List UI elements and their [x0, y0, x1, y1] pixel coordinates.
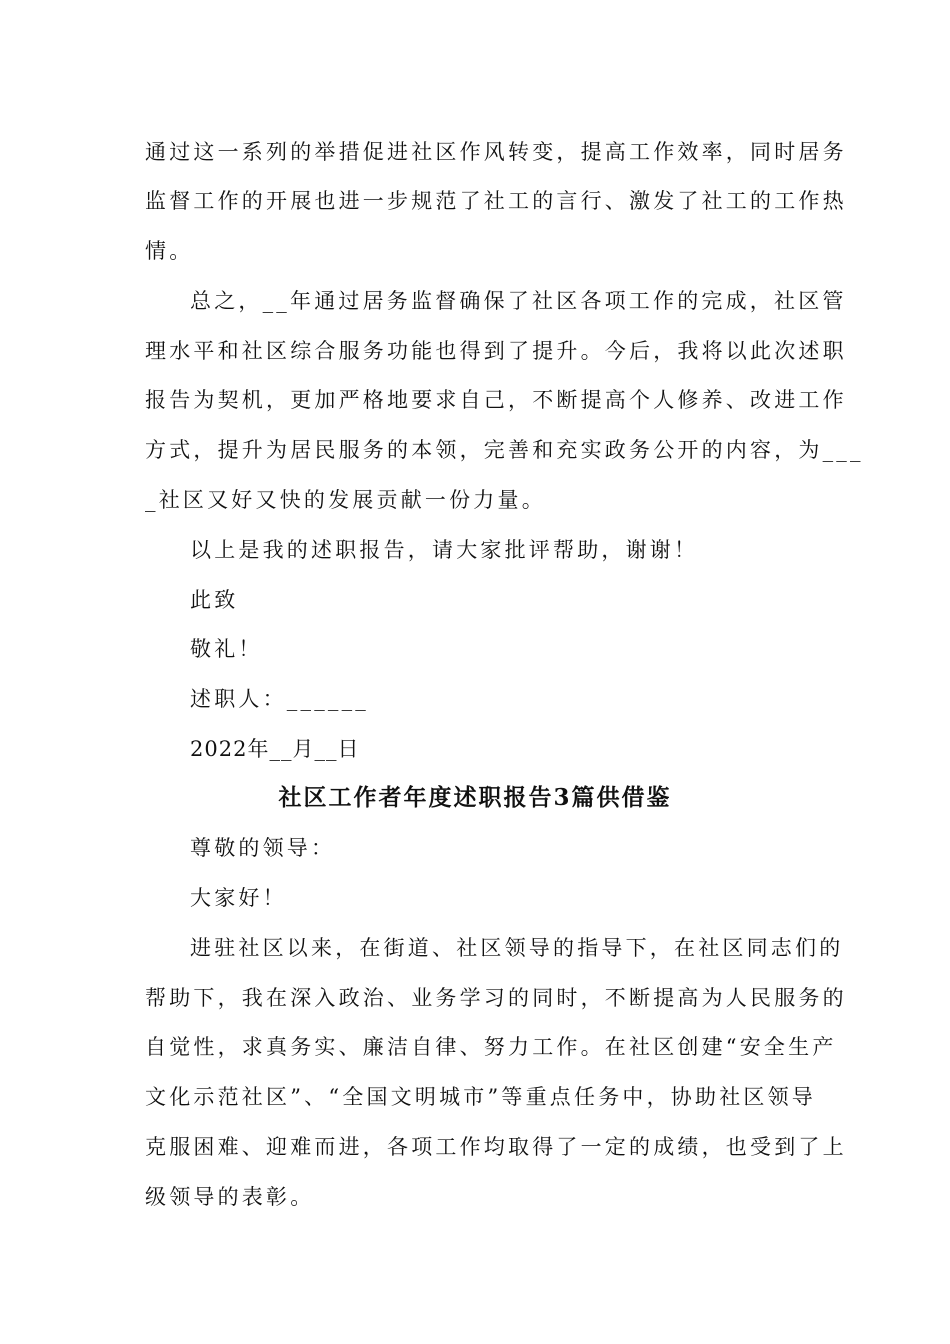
para2-line-5: _社区又好又快的发展贡献一份力量。	[145, 488, 546, 512]
signer-line: 述职人：______	[190, 687, 369, 711]
para1-line-2: 监督工作的开展也进一步规范了社工的言行、激发了社工的工作热	[145, 189, 847, 213]
para2-line-1: 总之，__年通过居务监督确保了社区各项工作的完成，社区管	[190, 289, 847, 313]
para3-line-4: 文化示范社区”、“全国文明城市”等重点任务中，协助社区领导	[145, 1085, 817, 1109]
section-title: 社区工作者年度述职报告3篇供借鉴	[278, 784, 672, 811]
para2-line-2: 理水平和社区综合服务功能也得到了提升。今后，我将以此次述职	[145, 339, 847, 363]
closing-text: 以上是我的述职报告，请大家批评帮助，谢谢！	[190, 538, 699, 562]
para3-line-3: 自觉性，求真务实、廉洁自律、努力工作。在社区创建“安全生产	[145, 1035, 837, 1059]
greeting-line-1: 尊敬的领导：	[190, 836, 336, 860]
para3-line-2: 帮助下，我在深入政治、业务学习的同时，不断提高为人民服务的	[145, 986, 847, 1010]
date-line: 2022年__月__日	[190, 737, 360, 761]
para1-line-1: 通过这一系列的举措促进社区作风转变，提高工作效率，同时居务	[145, 140, 847, 164]
para1-line-3: 情。	[145, 239, 194, 263]
salutation-line-1: 此致	[190, 588, 239, 612]
para2-line-4: 方式，提升为居民服务的本领，完善和充实政务公开的内容，为___	[145, 438, 864, 462]
para2-line-3: 报告为契机，更加严格地要求自己，不断提高个人修养、改进工作	[145, 388, 847, 412]
para3-line-5: 克服困难、迎难而进，各项工作均取得了一定的成绩，也受到了上	[145, 1135, 847, 1159]
para3-line-6: 级领导的表彰。	[145, 1185, 315, 1209]
salutation-line-2: 敬礼！	[190, 637, 263, 661]
greeting-line-2: 大家好！	[190, 886, 287, 910]
para3-line-1: 进驻社区以来，在街道、社区领导的指导下，在社区同志们的	[190, 936, 844, 960]
